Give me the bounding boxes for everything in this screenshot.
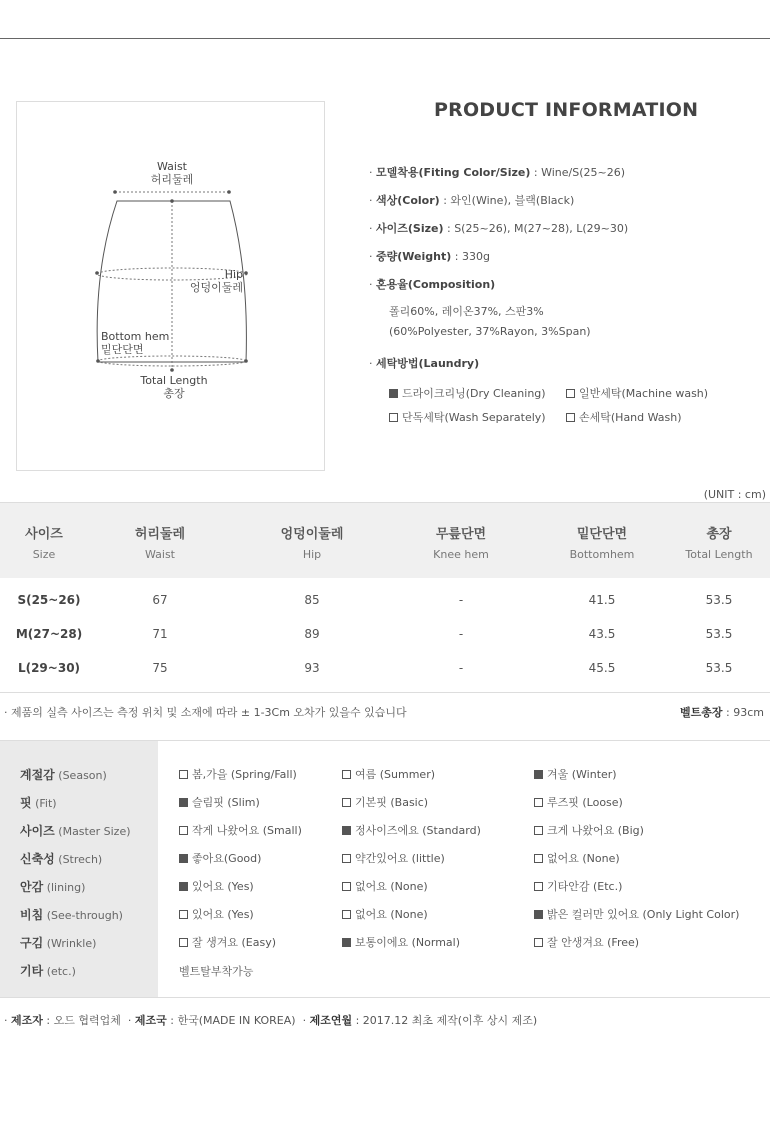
checkbox-icon <box>179 854 188 863</box>
feature-label: 안감 (lining) <box>20 880 86 894</box>
total-length-label: Total Length 총장 <box>140 374 208 400</box>
checkbox-icon <box>342 854 351 863</box>
table-cell: 43.5 <box>588 627 616 641</box>
feature-text: 벨트탈부착가능 <box>179 965 254 978</box>
checkbox-icon <box>534 826 543 835</box>
checkbox-icon <box>534 882 543 891</box>
checkbox-icon <box>566 389 575 398</box>
header-ko: 허리둘레 <box>134 527 186 542</box>
feature-label: 기타 (etc.) <box>20 964 76 978</box>
hip-label: Hip 엉덩이둘레 <box>189 268 243 294</box>
table-cell: 53.5 <box>705 661 733 675</box>
composition-ko: 폴리60%, 레이온37%, 스판3% <box>389 305 544 318</box>
table-cell: 71 <box>152 627 168 641</box>
header-en: Knee hem <box>433 548 489 561</box>
feature-label: 계절감 (Season) <box>20 768 107 782</box>
feature-option: 기타안감 (Etc.) <box>534 878 622 894</box>
checkbox-icon <box>179 826 188 835</box>
checkbox-icon <box>534 938 543 947</box>
belt-length: 벨트총장 : 93cm <box>680 706 764 719</box>
unit-label: (UNIT : cm) <box>703 488 766 501</box>
feature-option: 없어요 (None) <box>342 878 428 894</box>
feature-option: 작게 나왔어요 (Small) <box>179 822 302 838</box>
table-cell: 41.5 <box>588 593 616 607</box>
feature-label: 비침 (See-through) <box>20 908 123 922</box>
table-cell: 89 <box>304 627 320 641</box>
feature-option: 없어요 (None) <box>534 850 620 866</box>
header-ko: 총장 <box>706 527 732 542</box>
table-cell: S(25~26) <box>17 593 81 607</box>
composition-info: · 혼용율(Composition) <box>369 278 496 291</box>
table-cell: - <box>458 627 464 641</box>
checkbox-icon <box>342 798 351 807</box>
feature-label: 구김 (Wrinkle) <box>20 936 97 950</box>
header-en: Size <box>32 548 56 561</box>
table-cell: - <box>458 593 464 607</box>
table-cell: 93 <box>304 661 320 675</box>
product-information-title: PRODUCT INFORMATION <box>434 99 699 121</box>
fit-info: · 모델착용(Fiting Color/Size) : Wine/S(25~26) <box>369 166 625 179</box>
table-cell: L(29~30) <box>17 661 81 675</box>
top-divider <box>0 38 770 39</box>
feature-option: 좋아요(Good) <box>179 850 261 866</box>
table-header-cell <box>100 523 220 561</box>
feature-label: 핏 (Fit) <box>20 796 57 810</box>
checkbox-icon <box>179 882 188 891</box>
table-header-cell <box>252 523 372 561</box>
table-header-cell <box>401 523 521 561</box>
color-info: · 색상(Color) : 와인(Wine), 블랙(Black) <box>369 194 575 207</box>
feature-option: 크게 나왔어요 (Big) <box>534 822 644 838</box>
skirt-measurement-diagram <box>16 101 325 471</box>
checkbox-icon <box>342 910 351 919</box>
laundry-option: 드라이크리닝(Dry Cleaning) <box>389 385 546 401</box>
header-en: Total Length <box>685 548 753 561</box>
checkbox-icon <box>342 938 351 947</box>
feature-option: 겨울 (Winter) <box>534 766 617 782</box>
table-cell: 67 <box>152 593 168 607</box>
feature-option: 약간있어요 (little) <box>342 850 445 866</box>
header-ko: 밑단단면 <box>576 527 628 542</box>
table-cell: 53.5 <box>705 593 733 607</box>
table-cell: 75 <box>152 661 168 675</box>
waist-label: Waist 허리둘레 <box>150 160 194 186</box>
table-cell: 53.5 <box>705 627 733 641</box>
skirt-outline-icon <box>17 102 326 472</box>
table-header-cell <box>0 523 104 561</box>
checkbox-icon <box>179 938 188 947</box>
checkbox-icon <box>534 798 543 807</box>
manufacturer-info: · 제조자 : 오드 협력업체 · 제조국 : 한국(MADE IN KOREA) · 제조연월 : 2017.12 최초 제작(이후 상시 제조) <box>4 1014 538 1027</box>
feature-label: 사이즈 (Master Size) <box>20 824 131 838</box>
feature-label: 신축성 (Strech) <box>20 852 103 866</box>
feature-option: 잘 생겨요 (Easy) <box>179 934 276 950</box>
feature-option: 슬림핏 (Slim) <box>179 794 260 810</box>
feature-option: 기본핏 (Basic) <box>342 794 428 810</box>
size-info: · 사이즈(Size) : S(25~26), M(27~28), L(29~30) <box>369 222 629 235</box>
table-cell: M(27~28) <box>15 627 83 641</box>
feature-option: 잘 안생겨요 (Free) <box>534 934 639 950</box>
laundry-info: · 세탁방법(Laundry) <box>369 357 480 370</box>
weight-info: · 중량(Weight) : 330g <box>369 250 490 263</box>
checkbox-icon <box>534 854 543 863</box>
header-en: Waist <box>144 548 175 561</box>
checkbox-icon <box>534 910 543 919</box>
feature-option: 여름 (Summer) <box>342 766 435 782</box>
checkbox-icon <box>342 882 351 891</box>
feature-option: 있어요 (Yes) <box>179 878 254 894</box>
checkbox-icon <box>342 770 351 779</box>
features-bottom-divider <box>0 997 770 998</box>
table-bottom-divider <box>0 692 770 693</box>
feature-option: 있어요 (Yes) <box>179 906 254 922</box>
checkbox-icon <box>179 910 188 919</box>
laundry-option: 단독세탁(Wash Separately) <box>389 409 546 425</box>
table-cell: - <box>458 661 464 675</box>
feature-option: 보통이에요 (Normal) <box>342 934 460 950</box>
checkbox-icon <box>534 770 543 779</box>
measurement-note: · 제품의 실측 사이즈는 측정 위치 및 소재에 따라 ± 1-3Cm 오차가 있을수 있습니다 <box>4 706 407 719</box>
feature-option: 봄,가을 (Spring/Fall) <box>179 766 297 782</box>
checkbox-icon <box>389 389 398 398</box>
table-cell: 85 <box>304 593 320 607</box>
checkbox-icon <box>566 413 575 422</box>
feature-option: 루즈핏 (Loose) <box>534 794 623 810</box>
header-en: Bottomhem <box>569 548 635 561</box>
header-en: Hip <box>302 548 322 561</box>
laundry-option: 일반세탁(Machine wash) <box>566 385 708 401</box>
composition-en: (60%Polyester, 37%Rayon, 3%Span) <box>389 325 591 338</box>
feature-option: 정사이즈에요 (Standard) <box>342 822 481 838</box>
header-ko: 사이즈 <box>25 527 63 542</box>
bottom-hem-label: Bottom hem 밑단단면 <box>101 330 170 356</box>
checkbox-icon <box>179 770 188 779</box>
feature-option: 밝은 컬러만 있어요 (Only Light Color) <box>534 906 739 922</box>
table-cell: 45.5 <box>588 661 616 675</box>
checkbox-icon <box>342 826 351 835</box>
table-header-cell <box>542 523 662 561</box>
header-ko: 엉덩이둘레 <box>280 527 344 542</box>
laundry-option: 손세탁(Hand Wash) <box>566 409 682 425</box>
header-ko: 무릎단면 <box>435 527 487 542</box>
table-header-cell <box>659 523 770 561</box>
feature-option: 없어요 (None) <box>342 906 428 922</box>
checkbox-icon <box>389 413 398 422</box>
checkbox-icon <box>179 798 188 807</box>
